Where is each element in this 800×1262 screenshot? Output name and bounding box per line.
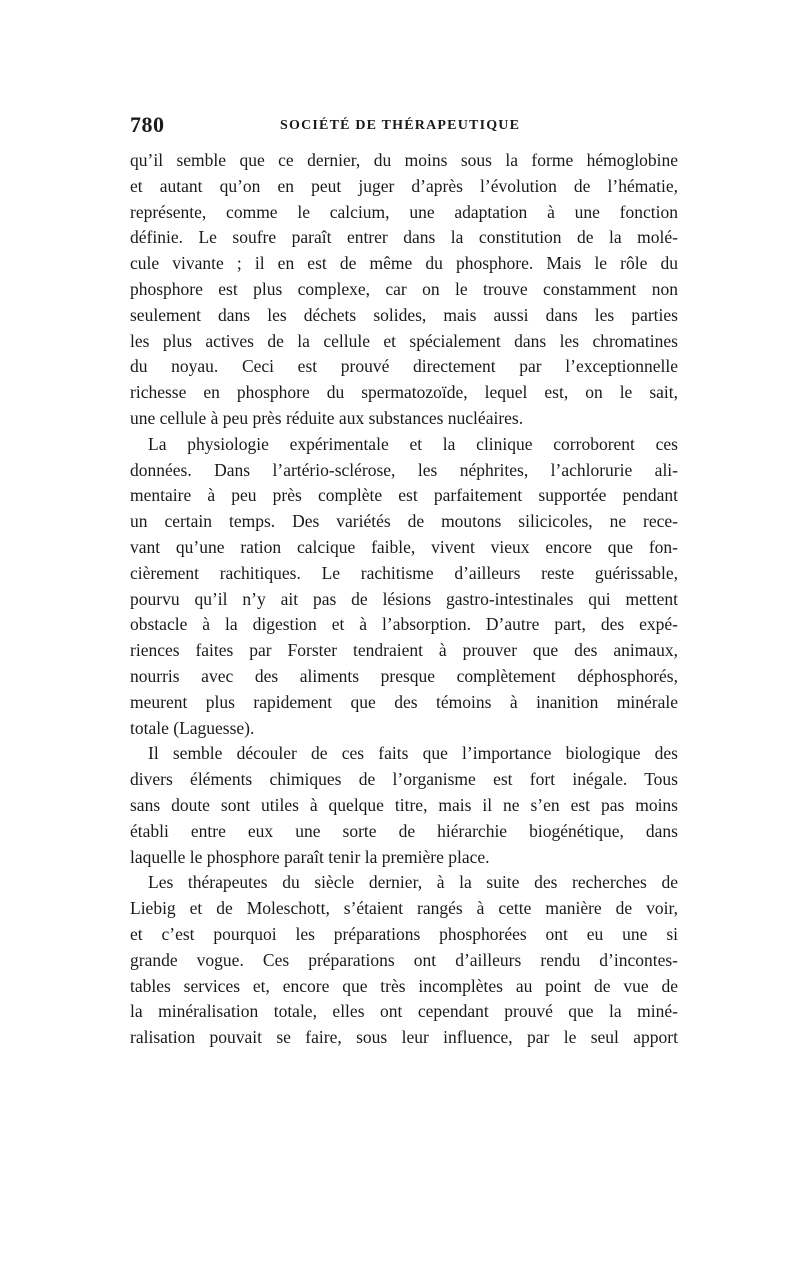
text-line: ralisation pouvait se faire, sous leur influence, par le seul apport: [130, 1027, 678, 1048]
text-line: et c’est pourquoi les préparations phosphorées ont eu une si: [130, 923, 678, 944]
text-line: grande vogue. Ces préparations ont d’ailleurs rendu d’incontes-: [130, 949, 678, 970]
text-line: meurent plus rapidement que des témoins à inanition minérale: [130, 691, 678, 712]
text-line: nourris avec des aliments presque complètement déphosphorés,: [130, 665, 678, 686]
text-line: totale (Laguesse).: [130, 717, 255, 738]
text-line: du noyau. Ceci est prouvé directement par l’exceptionnelle: [130, 356, 678, 377]
text-line: pourvu qu’il n’y ait pas de lésions gastro-intestinales qui mettent: [130, 588, 678, 609]
text-line: Les thérapeutes du siècle dernier, à la suite des recherches de: [148, 872, 678, 893]
text-line: cule vivante ; il en est de même du phosphore. Mais le rôle du: [130, 253, 678, 274]
text-line: la minéralisation totale, elles ont cependant prouvé que la miné-: [130, 1001, 678, 1022]
running-title: SOCIÉTÉ DE THÉRAPEUTIQUE: [280, 118, 521, 133]
text-line: sans doute sont utiles à quelque titre, mais il ne s’en est pas moins: [130, 794, 678, 815]
text-line: Liebig et de Moleschott, s’étaient rangés à cette manière de voir,: [130, 898, 678, 919]
text-line: riences faites par Forster tendraient à prouver que des animaux,: [130, 640, 678, 661]
text-line: une cellule à peu près réduite aux substances nucléaires.: [130, 407, 524, 428]
text-line: obstacle à la digestion et à l’absorption. D’autre part, des expé-: [130, 614, 678, 635]
text-line: données. Dans l’artério-sclérose, les néphrites, l’achlorurie ali-: [130, 459, 678, 480]
text-line: tables services et, encore que très incomplètes au point de vue de: [130, 975, 678, 996]
page-number: 780: [130, 112, 165, 137]
text-line: les plus actives de la cellule et spécialement dans les chromatines: [130, 330, 678, 351]
body-text: [130, 148, 678, 1051]
text-line: représente, comme le calcium, une adaptation à une fonction: [130, 201, 678, 222]
text-line: laquelle le phosphore paraît tenir la première place.: [130, 846, 490, 867]
text-line: richesse en phosphore du spermatozoïde, lequel est, on le sait,: [130, 382, 678, 403]
text-line: vant qu’une ration calcique faible, vivent vieux encore que fon-: [130, 536, 678, 557]
text-line: phosphore est plus complexe, car on le trouve constamment non: [130, 278, 678, 299]
page-header: [130, 112, 678, 142]
text-line: mentaire à peu près complète est parfaitement supportée pendant: [130, 485, 678, 506]
text-line: qu’il semble que ce dernier, du moins sous la forme hémoglobine: [130, 150, 678, 170]
text-line: cièrement rachitiques. Le rachitisme d’ailleurs reste guérissable,: [130, 562, 678, 583]
text-line: La physiologie expérimentale et la clinique corroborent ces: [148, 433, 678, 454]
text-line: établi entre eux une sorte de hiérarchie biogénétique, dans: [130, 820, 678, 841]
text-line: divers éléments chimiques de l’organisme est fort inégale. Tous: [130, 769, 678, 790]
text-line: un certain temps. Des variétés de moutons silicicoles, ne rece-: [130, 511, 678, 532]
text-line: définie. Le soufre paraît entrer dans la constitution de la molé-: [130, 227, 678, 248]
text-line: et autant qu’on en peut juger d’après l’évolution de l’hématie,: [130, 175, 678, 196]
text-line: Il semble découler de ces faits que l’importance biologique des: [148, 743, 678, 764]
text-line: seulement dans les déchets solides, mais aussi dans les parties: [130, 304, 678, 325]
